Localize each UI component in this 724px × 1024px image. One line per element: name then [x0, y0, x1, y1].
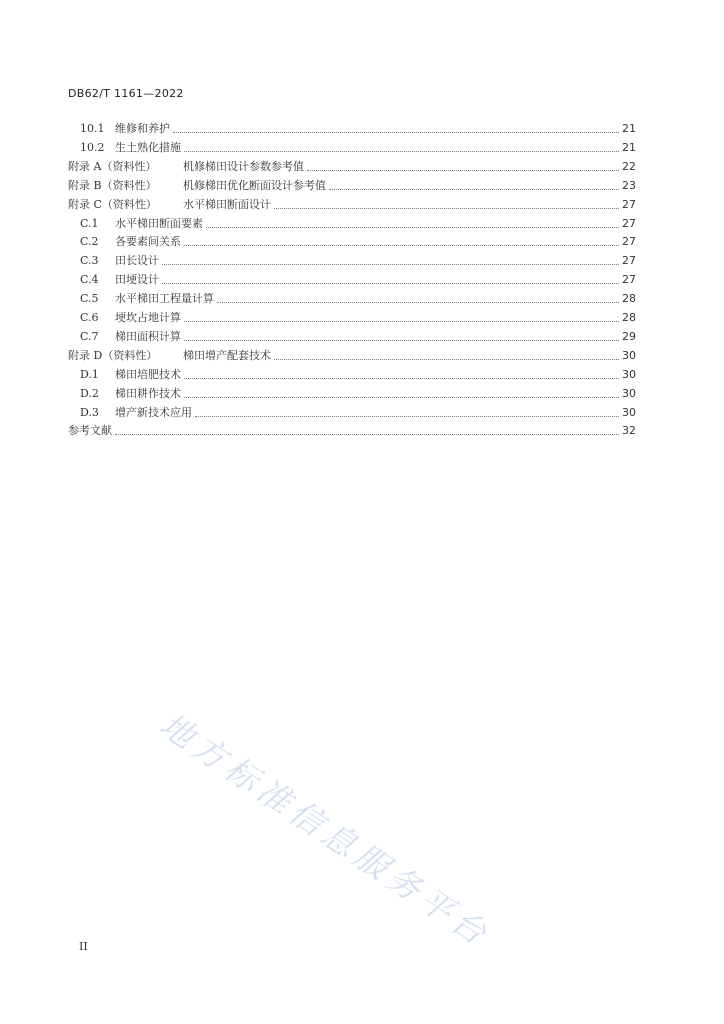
toc-entry[interactable]: [80, 231, 636, 249]
toc-entry-page: 27: [622, 273, 636, 287]
toc-entry[interactable]: [80, 383, 636, 401]
toc-entry-number: C.5: [80, 292, 99, 306]
toc-entry[interactable]: [80, 402, 636, 420]
toc-entry-number: D.2: [80, 386, 99, 400]
toc-entry[interactable]: [80, 364, 636, 382]
toc-leader-dots: [184, 321, 619, 322]
toc-entry[interactable]: [80, 326, 636, 344]
toc-leader-dots: [184, 340, 619, 341]
toc-entry[interactable]: [80, 307, 636, 325]
toc-leader-dots: [162, 264, 619, 265]
toc-entry-title: 维修和养护: [115, 122, 170, 135]
toc-entry-title: 梯田培肥技术: [115, 367, 181, 381]
toc-entry-title: 梯田面积计算: [115, 329, 181, 343]
toc-entry-number: C.1: [80, 216, 99, 230]
toc-entry-number: C.6: [80, 311, 99, 324]
toc-entry-title: 机修梯田优化断面设计参考值: [183, 178, 326, 192]
toc-entry-page: 27: [622, 254, 636, 268]
toc-entry-page: 30: [622, 405, 636, 419]
toc-leader-dots: [206, 227, 619, 228]
toc-entry[interactable]: [80, 250, 636, 268]
toc-entry-number: 附录 C（资料性）: [68, 197, 157, 211]
toc-entry-number: C.2: [80, 235, 99, 249]
toc-entry[interactable]: [68, 194, 636, 212]
toc-entry-page: 29: [622, 329, 636, 343]
toc-entry-page: 27: [622, 216, 636, 230]
watermark: 地方标准信息服务平台: [152, 704, 498, 956]
toc-entry-page: 28: [622, 311, 636, 324]
toc-leader-dots: [184, 397, 619, 398]
toc-entry-number: 附录 B（资料性）: [68, 178, 157, 192]
toc-entry-number: C.4: [80, 273, 99, 287]
toc-leader-dots: [274, 208, 619, 209]
toc-leader-dots: [329, 189, 619, 190]
toc-entry-title: 梯田增产配套技术: [183, 348, 271, 362]
toc-entry-page: 21: [622, 122, 636, 135]
toc-entry-title: 田埂设计: [115, 273, 159, 287]
toc-entry-number: 附录 D（资料性）: [68, 348, 158, 362]
toc-entry-title: 生土熟化措施: [115, 140, 181, 154]
toc-entry[interactable]: [80, 137, 636, 155]
toc-entry-page: 28: [622, 292, 636, 306]
toc-entry[interactable]: [80, 213, 636, 231]
toc-entry-title: 各要素间关系: [115, 235, 181, 249]
toc-leader-dots: [184, 378, 619, 379]
toc-entry[interactable]: [68, 345, 636, 363]
toc-entry-title: 水平梯田断面设计: [183, 197, 271, 211]
toc-entry-number: D.3: [80, 405, 99, 419]
toc-entry[interactable]: [80, 118, 636, 136]
toc-entry[interactable]: [68, 175, 636, 193]
toc-entry-title: 水平梯田断面要素: [115, 216, 203, 230]
toc-entry-title: 田长设计: [115, 254, 159, 268]
toc-entry-page: 32: [622, 424, 636, 438]
toc-entry-page: 27: [622, 197, 636, 211]
toc-leader-dots: [184, 151, 619, 152]
toc-leader-dots: [217, 302, 619, 303]
toc-entry-page: 30: [622, 386, 636, 400]
toc-entry[interactable]: [68, 156, 636, 174]
toc-leader-dots: [184, 245, 619, 246]
document-code: DB62/T 1161—2022: [68, 87, 184, 100]
toc-entry-title: 机修梯田设计参数参考值: [183, 159, 304, 173]
toc-entry-title: 水平梯田工程量计算: [115, 292, 214, 306]
page-number: II: [79, 940, 88, 953]
toc-leader-dots: [173, 132, 619, 133]
toc-entry-number: D.1: [80, 367, 99, 381]
toc-entry-page: 30: [622, 348, 636, 362]
toc-entry-page: 27: [622, 235, 636, 249]
toc-entry-number: 附录 A（资料性）: [68, 159, 157, 173]
toc-entry[interactable]: [80, 288, 636, 306]
toc-entry-page: 21: [622, 140, 636, 154]
toc-entry-number: 10.1: [80, 122, 105, 135]
toc-entry[interactable]: [68, 420, 636, 438]
toc-leader-dots: [162, 283, 619, 284]
toc-entry-number: C.3: [80, 254, 99, 268]
toc-leader-dots: [307, 170, 619, 171]
toc-entry-number: 10.2: [80, 140, 105, 154]
toc-leader-dots: [274, 359, 619, 360]
toc-entry-page: 30: [622, 367, 636, 381]
toc-leader-dots: [115, 434, 619, 435]
toc-entry-page: 22: [622, 159, 636, 173]
toc-entry-title: 增产新技术应用: [115, 405, 192, 419]
toc-entry-title: 梯田耕作技术: [115, 386, 181, 400]
toc-entry-page: 23: [622, 178, 636, 192]
toc-entry-number: C.7: [80, 329, 99, 343]
toc-entry-number: 参考文献: [68, 424, 112, 438]
toc-entry-title: 埂坎占地计算: [115, 311, 181, 324]
toc-leader-dots: [195, 416, 619, 417]
toc-entry[interactable]: [80, 269, 636, 287]
